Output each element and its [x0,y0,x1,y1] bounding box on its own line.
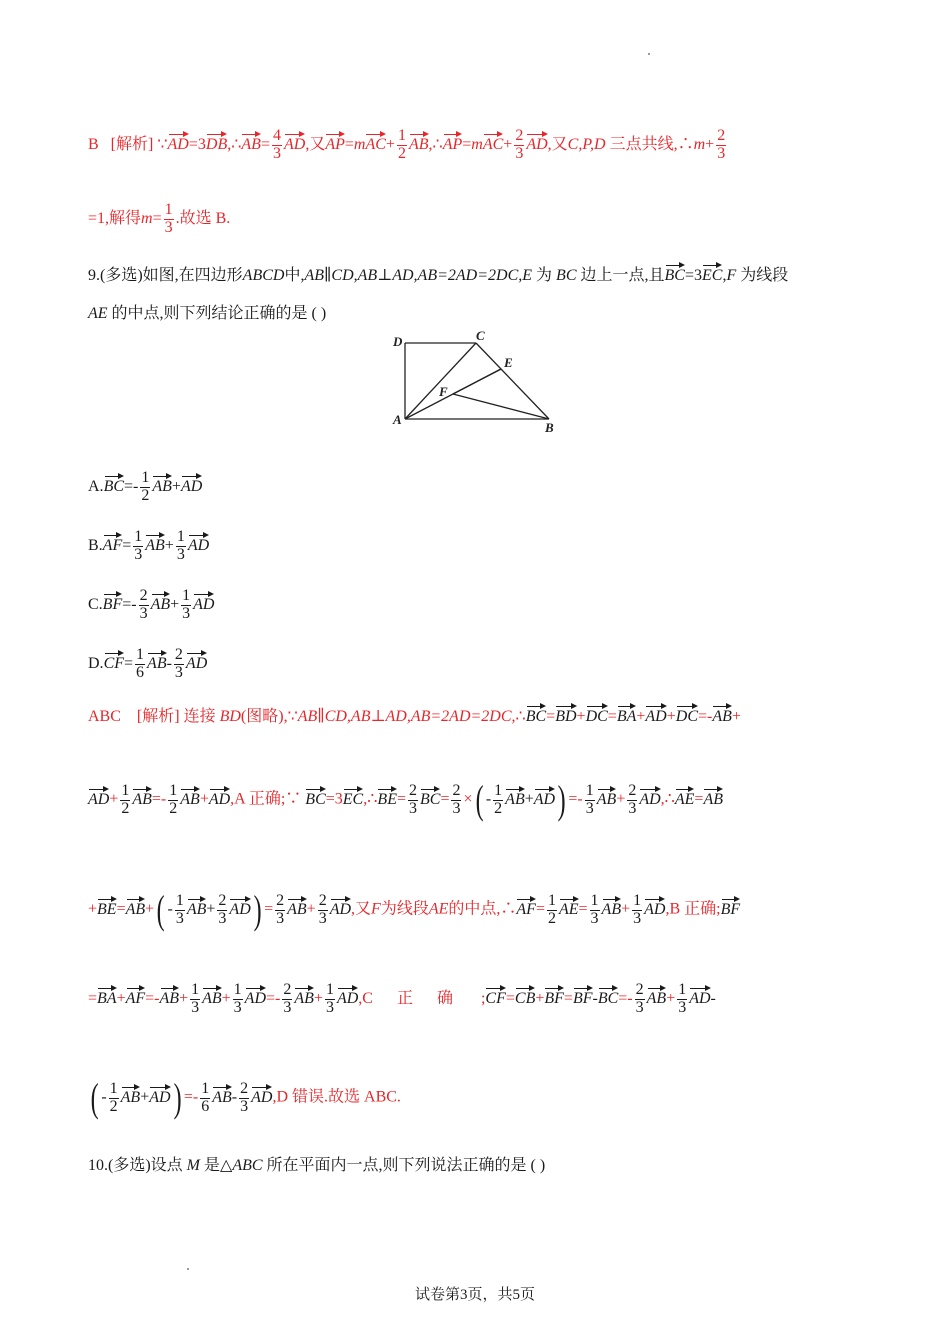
option-a: A.BC=- $\frac{1}{2}$ AB+AD [88,469,203,504]
solution9-line4: =BA+AF=-AB+ $\frac{1}{3}$ AB+ $\frac{1}{3}$ AD=- $\frac{2}{3}$ AB+ $\frac{1}{3}$ AD,C 正 确 ;CF=CB+BF=BF-BC=- $\frac{2}{3}$ AB+ $\frac{1}{3}$ AD- [88,981,716,1016]
q9-stem-line1: 9.(多选)如图,在四边形ABCD中,AB∥CD,AB⊥AD,AB=2AD=2DC,E 为 BC 边上一点,且BC=3EC,F 为线段 [88,262,788,285]
option-c: C.BF=- $\frac{2}{3}$ AB+ $\frac{1}{3}$ AD [88,587,215,622]
label-b: B [545,420,554,435]
page-dot-bottom [187,1268,189,1270]
q10-stem: 10.(多选)设点 M 是△ABC 所在平面内一点,则下列说法正确的是 ( ) [88,1157,546,1174]
q9-stem-line2: AE 的中点,则下列结论正确的是 ( ) [88,305,327,322]
solution9-line3: +BE=AB+( - $\frac{1}{3}$ AB+ $\frac{2}{3}$ AD) = $\frac{2}{3}$ AB+ $\frac{2}{3}$ AD,又F为线段AE的中点,∴AF= $\frac{1}{2}$ AE= $\frac{1}{3}$ AB+ $\frac{1}{3}$ AD,B 正确;BF [88,887,741,932]
solution9-line5: ( - $\frac{1}{2}$ AB+AD) =- $\frac{1}{6}$ AB- $\frac{2}{3}$ AD,D 错误.故选 ABC. [90,1075,401,1120]
option-d: D.CF= $\frac{1}{6}$ AB- $\frac{2}{3}$ AD [88,646,208,681]
page-dot-top [648,53,650,55]
label-e: E [504,355,513,370]
solution8-line1: B [解析] ∵AD=3DB,∴AB= $\frac{4}{3}$ AD,又AP=mAC+ $\frac{1}{2}$ AB,∴AP=mAC+ $\frac{2}{3}$ AD,又C,P,D 三点共线,∴m+ $\frac{2}{3}$ [88,127,726,162]
solution9-line2: AD+ $\frac{1}{2}$ AB=- $\frac{1}{2}$ AB+AD,A 正确;∵ BC=3EC,∴BE= $\frac{2}{3}$ BC= $\frac{2}{3}$ ×( - $\frac{1}{2}$ AB+AD) =- $\frac{1}{3}$ AB+ $\frac{2}{3}$ AD,∴AE=AB [88,777,723,822]
label-a: A [393,412,402,427]
page-footer: 试卷第3页，共5页 [414,1287,535,1303]
quadrilateral-figure [388,326,568,436]
label-c: C [476,328,485,343]
label-f: F [439,384,448,399]
solution9-line1: ABC [解析] 连接 BD(图略),∵AB∥CD,AB⊥AD,AB=2AD=2DC,∴BC=BD+DC=BA+AD+DC=-AB+ [88,703,741,726]
solution8-line2: =1,解得m= $\frac{1}{3}$ .故选 B. [88,201,231,236]
label-d: D [393,334,403,349]
option-b: B.AF= $\frac{1}{3}$ AB+ $\frac{1}{3}$ AD [88,528,210,563]
